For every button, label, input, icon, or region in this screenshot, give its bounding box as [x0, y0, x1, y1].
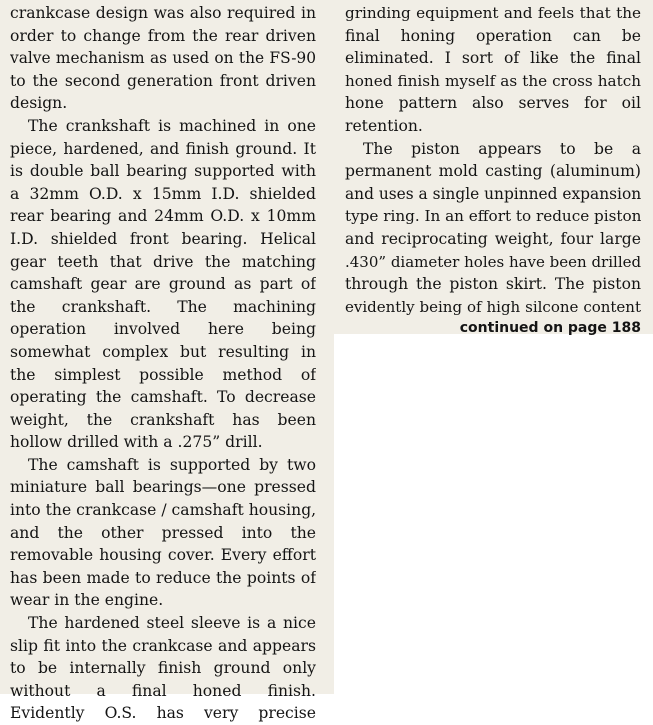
- text-line: into the crankcase / camshaft housing,: [10, 501, 316, 520]
- text-line: The hardened steel sleeve is a nice: [28, 614, 316, 633]
- text-line: honed finish myself as the cross hatch: [345, 71, 641, 90]
- continued-on-page-note: continued on page 188: [459, 320, 641, 337]
- text-line: I.D. shielded front bearing. Helical: [10, 229, 316, 248]
- text-line: is double ball bearing supported with: [10, 162, 316, 181]
- text-line: has been made to reduce the points of: [10, 568, 316, 587]
- text-line: weight, the crankshaft has been: [10, 410, 316, 429]
- text-line: and reciprocating weight, four large: [345, 229, 641, 248]
- text-line: and the other pressed into the: [10, 523, 316, 542]
- text-line: and uses a single unpinned expansion: [345, 184, 641, 203]
- text-line: design.: [10, 94, 68, 113]
- text-line: operating the camshaft. To decrease: [10, 388, 316, 407]
- text-line: hollow drilled with a .275” drill.: [10, 433, 263, 452]
- text-line: permanent mold casting (aluminum): [345, 162, 641, 181]
- text-line: through the piston skirt. The piston: [345, 275, 641, 294]
- text-line: .430” diameter holes have been drilled: [345, 252, 641, 271]
- text-line: removable housing cover. Every effort: [10, 546, 316, 565]
- text-line: type ring. In an effort to reduce piston: [345, 207, 641, 226]
- text-line: piece, hardened, and finish ground. It: [10, 139, 316, 158]
- text-line: wear in the engine.: [10, 591, 164, 610]
- text-line: camshaft gear are ground as part of: [10, 275, 316, 294]
- text-line: crankcase design was also required in: [10, 4, 316, 22]
- text-line: valve mechanism as used on the FS-90: [10, 49, 316, 68]
- text-line: grinding equipment and feels that the: [345, 4, 641, 22]
- text-line: The camshaft is supported by two: [28, 455, 316, 474]
- text-line: The crankshaft is machined in one: [28, 116, 316, 135]
- text-line: final honing operation can be: [345, 26, 641, 45]
- text-line: The piston appears to be a: [363, 139, 641, 158]
- text-line: evidently being of high silcone content: [345, 297, 641, 316]
- text-line: the simplest possible method of: [10, 365, 316, 384]
- text-line: miniature ball bearings—one pressed: [10, 478, 316, 497]
- text-line: slip fit into the crankcase and appears: [10, 636, 316, 655]
- text-line: operation involved here being: [10, 320, 316, 339]
- article-column-left: [10, 2, 316, 725]
- text-line: gear teeth that drive the matching: [10, 252, 316, 271]
- text-line: the crankshaft. The machining: [10, 297, 316, 316]
- article-column-right: [345, 2, 641, 338]
- text-line: rear bearing and 24mm O.D. x 10mm: [10, 207, 316, 226]
- text-line: a 32mm O.D. x 15mm I.D. shielded: [10, 184, 316, 203]
- text-line: to the second generation front driven: [10, 71, 316, 90]
- text-line: hone pattern also serves for oil: [345, 94, 641, 113]
- text-line: to be internally finish ground only: [10, 659, 316, 678]
- text-line: somewhat complex but resulting in: [10, 342, 316, 361]
- text-line: order to change from the rear driven: [10, 26, 316, 45]
- text-line: retention.: [345, 116, 423, 135]
- text-line: eliminated. I sort of like the final: [345, 49, 641, 68]
- text-line: Evidently O.S. has very precise: [10, 704, 316, 723]
- text-line: without a final honed finish.: [10, 681, 316, 700]
